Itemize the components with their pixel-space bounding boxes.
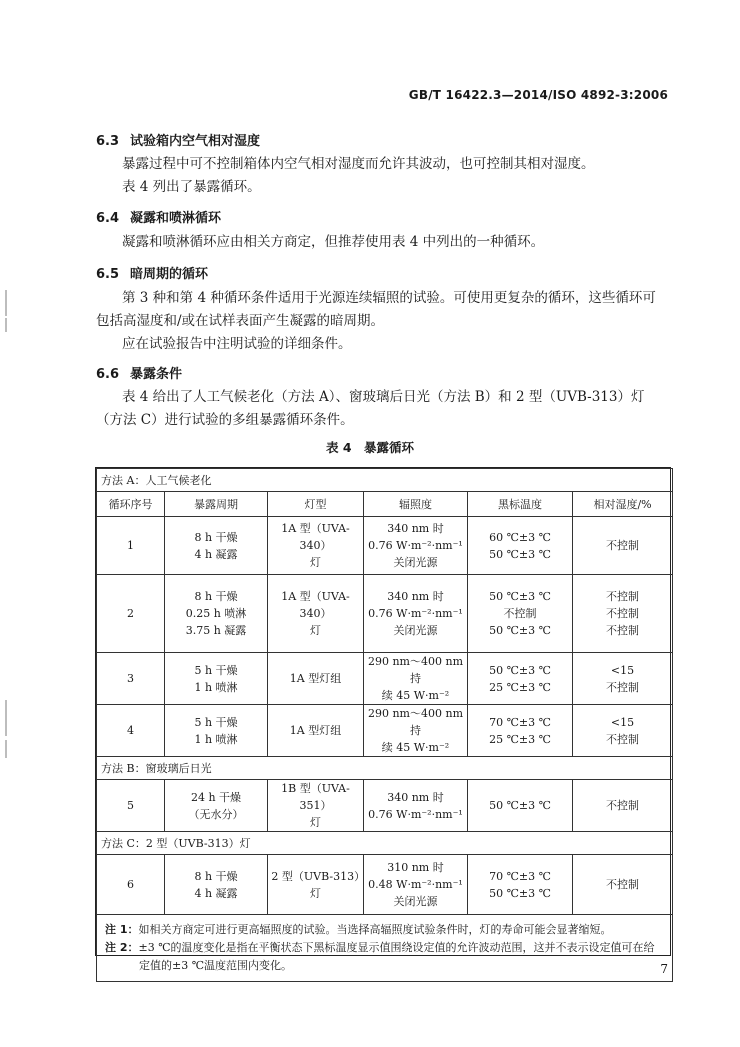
section-title: 暴露条件 bbox=[130, 367, 183, 382]
note-1: 注 1：如相关方商定可进行更高辐照度的试验。当选择高辐照度试验条件时，灯的寿命可能会显著缩短。 bbox=[105, 923, 612, 936]
table-header-row bbox=[97, 492, 673, 517]
section-number: 6.6 bbox=[96, 367, 120, 382]
irradiance-cell: 310 nm 时 0.48 W·m⁻²·nm⁻¹ 关闭光源 bbox=[364, 855, 468, 915]
scan-edge-mark bbox=[5, 740, 7, 758]
period-cell: 8 h 干燥 4 h 凝露 bbox=[165, 517, 268, 575]
irradiance-cell: 340 nm 时 0.76 W·m⁻²·nm⁻¹ 关闭光源 bbox=[364, 517, 468, 575]
lamp-cell: 1A 型（UVA-340） 灯 bbox=[268, 575, 364, 653]
period-cell: 8 h 干燥 0.25 h 喷淋 3.75 h 凝露 bbox=[165, 575, 268, 653]
paragraph: 第 3 种和第 4 种循环条件适用于光源连续辐照的试验。可使用更复杂的循环，这些循环可包括高湿度和/或在试样表面产生凝露的暗周期。 bbox=[96, 290, 656, 329]
notes-row bbox=[97, 915, 673, 982]
temperature-cell: 60 ℃±3 ℃ 50 ℃±3 ℃ bbox=[468, 517, 573, 575]
method-c-label: 方法 C：2 型（UVB-313）灯 bbox=[97, 832, 673, 855]
lamp-cell: 1A 型灯组 bbox=[268, 653, 364, 705]
method-row bbox=[97, 832, 673, 855]
table-row bbox=[97, 653, 673, 705]
section-number: 6.3 bbox=[96, 134, 120, 149]
humidity-cell: 不控制 bbox=[573, 517, 673, 575]
note-2: 注 2：±3 ℃的温度变化是指在平衡状态下黑标温度显示值围绕设定值的允许波动范围，这并不表示设定值可在给定值的±3 ℃温度范围内变化。 bbox=[105, 941, 655, 972]
cycle-number: 5 bbox=[97, 780, 165, 832]
irradiance-cell: 340 nm 时 0.76 W·m⁻²·nm⁻¹ 关闭光源 bbox=[364, 575, 468, 653]
column-header: 灯型 bbox=[268, 492, 364, 517]
scan-edge-mark bbox=[5, 318, 7, 332]
lamp-cell: 1A 型（UVA-340） 灯 bbox=[268, 517, 364, 575]
temperature-cell: 70 ℃±3 ℃ 25 ℃±3 ℃ bbox=[468, 705, 573, 757]
section-title: 试验箱内空气相对湿度 bbox=[130, 134, 261, 149]
period-cell: 5 h 干燥 1 h 喷淋 bbox=[165, 653, 268, 705]
section-title: 暗周期的循环 bbox=[130, 267, 209, 282]
temperature-cell: 50 ℃±3 ℃ 不控制 50 ℃±3 ℃ bbox=[468, 575, 573, 653]
lamp-cell: 2 型（UVB-313）灯 bbox=[268, 855, 364, 915]
lamp-cell: 1A 型灯组 bbox=[268, 705, 364, 757]
standard-header: GB/T 16422.3—2014/ISO 4892-3:2006 bbox=[408, 88, 668, 102]
cycle-number: 3 bbox=[97, 653, 165, 705]
table-row bbox=[97, 705, 673, 757]
temperature-cell: 50 ℃±3 ℃ 25 ℃±3 ℃ bbox=[468, 653, 573, 705]
irradiance-cell: 290 nm～400 nm 持 续 45 W·m⁻² bbox=[364, 653, 468, 705]
period-cell: 24 h 干燥 （无水分） bbox=[165, 780, 268, 832]
humidity-cell: <15 不控制 bbox=[573, 705, 673, 757]
method-a-label: 方法 A：人工气候老化 bbox=[97, 469, 673, 492]
method-row bbox=[97, 469, 673, 492]
column-header: 相对湿度/% bbox=[573, 492, 673, 517]
table-row bbox=[97, 855, 673, 915]
period-cell: 5 h 干燥 1 h 喷淋 bbox=[165, 705, 268, 757]
humidity-cell: <15 不控制 bbox=[573, 653, 673, 705]
section-number: 6.5 bbox=[96, 267, 120, 282]
column-header: 暴露周期 bbox=[165, 492, 268, 517]
cycle-number: 2 bbox=[97, 575, 165, 653]
cycle-number: 1 bbox=[97, 517, 165, 575]
exposure-cycle-table bbox=[95, 467, 671, 972]
method-row bbox=[97, 757, 673, 780]
temperature-cell: 70 ℃±3 ℃ 50 ℃±3 ℃ bbox=[468, 855, 573, 915]
paragraph: 凝露和喷淋循环应由相关方商定，但推荐使用表 4 中列出的一种循环。 bbox=[122, 234, 545, 250]
section-heading bbox=[96, 207, 221, 226]
table-row bbox=[97, 575, 673, 653]
section-heading bbox=[96, 130, 260, 149]
scan-edge-mark bbox=[5, 290, 7, 316]
table-row bbox=[97, 780, 673, 832]
scan-edge-mark bbox=[5, 700, 7, 736]
period-cell: 8 h 干燥 4 h 凝露 bbox=[165, 855, 268, 915]
humidity-cell: 不控制 不控制 不控制 bbox=[573, 575, 673, 653]
cycle-number: 4 bbox=[97, 705, 165, 757]
paragraph: 暴露过程中可不控制箱体内空气相对湿度而允许其波动，也可控制其相对湿度。 bbox=[122, 156, 595, 172]
paragraph: 应在试验报告中注明试验的详细条件。 bbox=[122, 336, 352, 352]
column-header: 循环序号 bbox=[97, 492, 165, 517]
temperature-cell: 50 ℃±3 ℃ bbox=[468, 780, 573, 832]
method-b-label: 方法 B：窗玻璃后日光 bbox=[97, 757, 673, 780]
column-header: 黑标温度 bbox=[468, 492, 573, 517]
table-notes bbox=[97, 915, 673, 982]
section-heading bbox=[96, 263, 208, 282]
column-header: 辐照度 bbox=[364, 492, 468, 517]
lamp-cell: 1B 型（UVA-351） 灯 bbox=[268, 780, 364, 832]
section-title: 凝露和喷淋循环 bbox=[130, 211, 222, 226]
irradiance-cell: 340 nm 时 0.76 W·m⁻²·nm⁻¹ bbox=[364, 780, 468, 832]
page-number: 7 bbox=[660, 962, 668, 976]
section-number: 6.4 bbox=[96, 211, 120, 226]
irradiance-cell: 290 nm～400 nm 持 续 45 W·m⁻² bbox=[364, 705, 468, 757]
section-heading bbox=[96, 363, 182, 382]
humidity-cell: 不控制 bbox=[573, 855, 673, 915]
humidity-cell: 不控制 bbox=[573, 780, 673, 832]
table-caption: 表 4 暴露循环 bbox=[325, 440, 415, 455]
paragraph: 表 4 列出了暴露循环。 bbox=[122, 179, 261, 195]
cycle-number: 6 bbox=[97, 855, 165, 915]
paragraph: 表 4 给出了人工气候老化（方法 A）、窗玻璃后日光（方法 B）和 2 型（UVB-313）灯（方法 C）进行试验的多组暴露循环条件。 bbox=[96, 389, 645, 428]
table-row bbox=[97, 517, 673, 575]
